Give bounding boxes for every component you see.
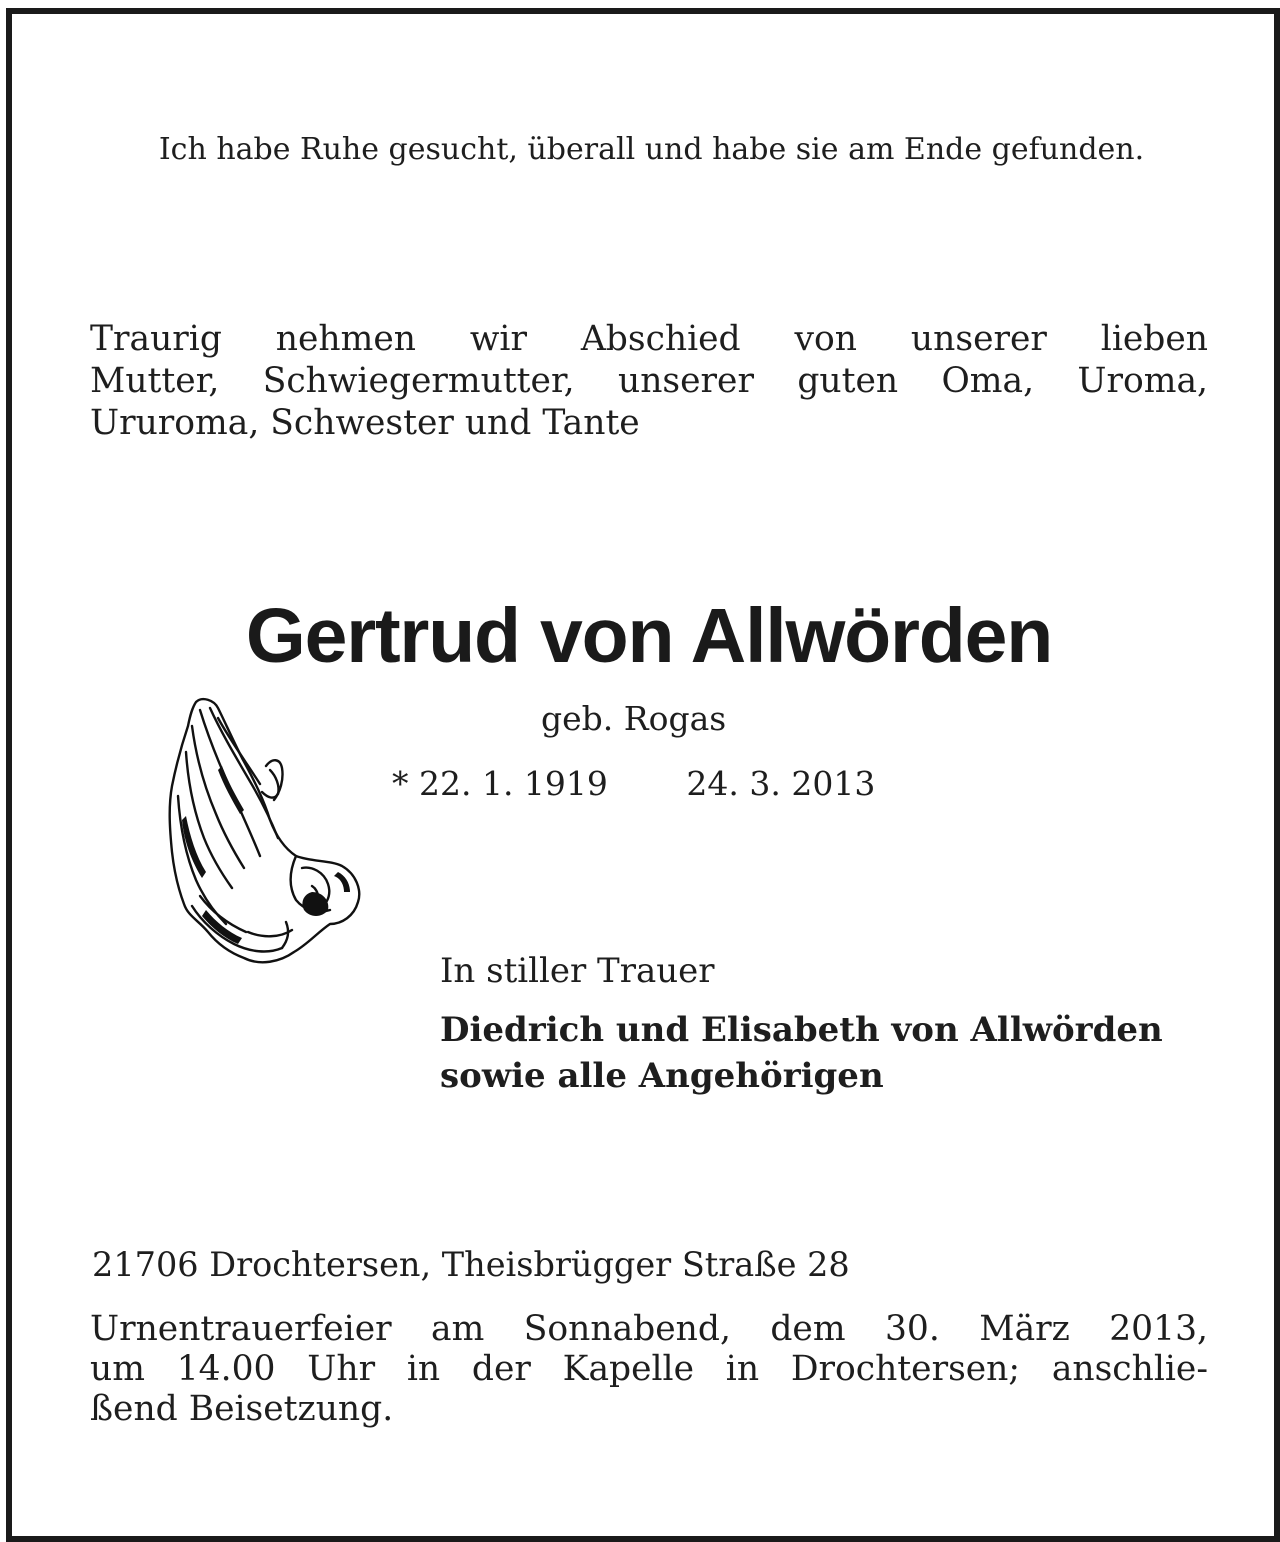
motto-quote: Ich habe Ruhe gesucht, überall und habe sie am Ende gefunden. xyxy=(158,132,1145,167)
mourners-line: sowie alle Angehörigen xyxy=(440,1056,884,1096)
birth-date: * 22. 1. 1919 xyxy=(392,764,608,803)
intro-paragraph xyxy=(90,318,1208,444)
intro-line: Mutter, Schwiegermutter, unserer guten Oma, Uroma, xyxy=(90,361,1208,401)
life-dates xyxy=(392,764,875,803)
ceremony-line: Urnentrauerfeier am Sonnabend, dem 30. März 2013, xyxy=(90,1309,1208,1349)
mourners-line: Diedrich und Elisabeth von Allwörden xyxy=(440,1010,1163,1050)
ceremony-line: ßend Beisetzung. xyxy=(90,1389,394,1429)
mourning-text: In stiller Trauer xyxy=(440,951,715,991)
birth-name: geb. Rogas xyxy=(541,699,727,738)
address: 21706 Drochtersen, Theisbrügger Straße 28 xyxy=(92,1245,850,1284)
intro-line: Ururoma, Schwester und Tante xyxy=(90,403,640,443)
deceased-name: Gertrud von Allwörden xyxy=(245,593,1053,679)
death-date: 24. 3. 2013 xyxy=(686,764,876,803)
praying-hands-icon xyxy=(162,696,372,968)
ceremony-info xyxy=(90,1309,1208,1429)
ceremony-line: um 14.00 Uhr in der Kapelle in Drochtersen; anschlie- xyxy=(90,1349,1208,1389)
intro-line: Traurig nehmen wir Abschied von unserer lieben xyxy=(90,319,1208,359)
obituary-notice xyxy=(6,8,1280,1542)
mourners-list xyxy=(440,1007,1163,1099)
